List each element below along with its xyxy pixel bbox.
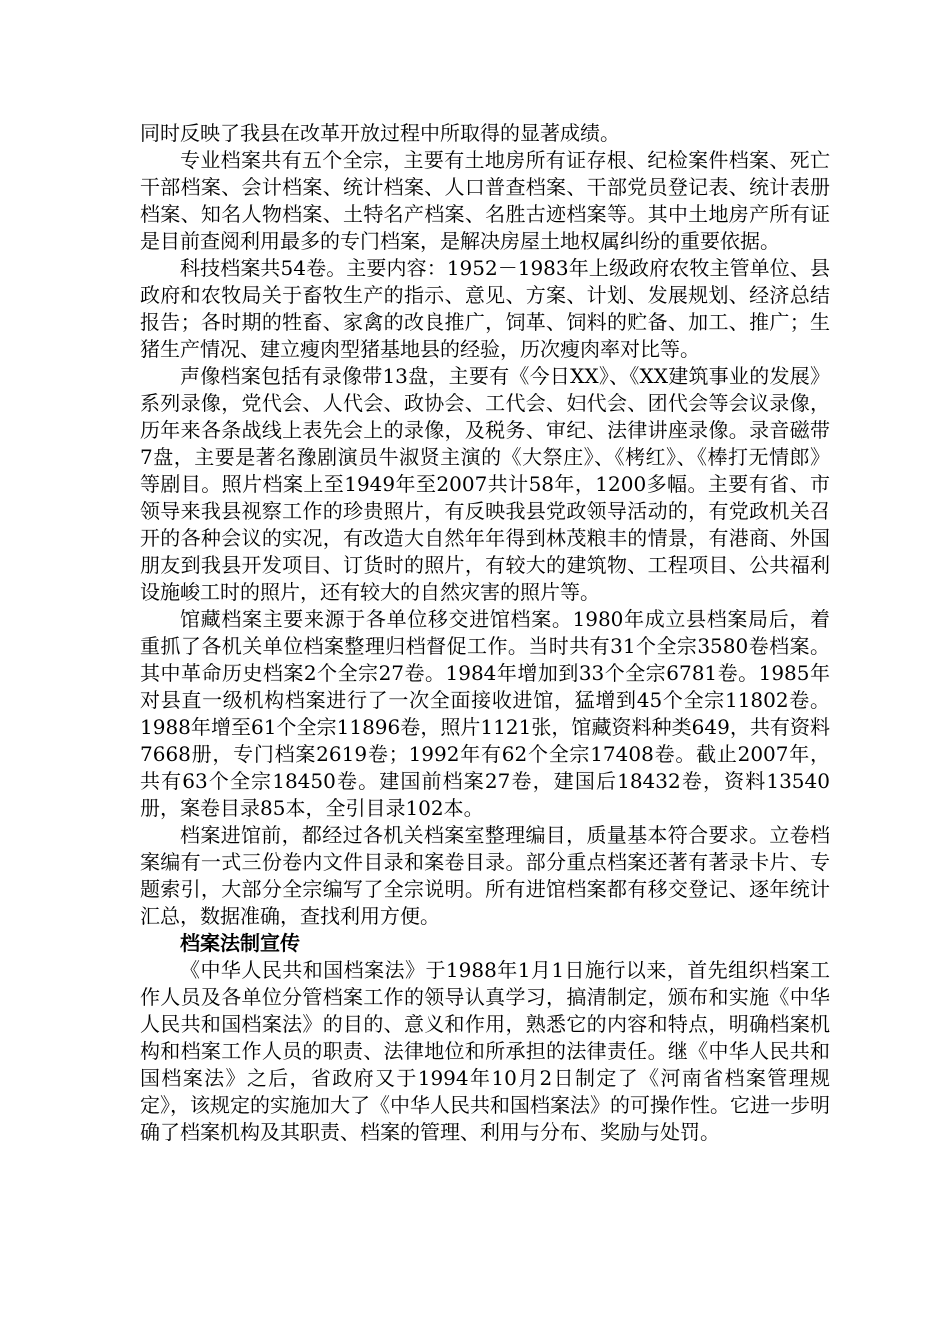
paragraph-science-archives: 科技档案共54卷。主要内容：1952－1983年上级政府农牧主管单位、县政府和农牧局关于畜牧生产的指示、意见、方案、计划、发展规划、经济总结报告；各时期的牲畜、家禽的改良推广，饲革、饲料的贮备、加工、推广；生猪生产情况、建立瘦肉型猪基地县的经验，历次瘦肉率对比等。 bbox=[140, 256, 830, 361]
paragraph-continuation: 同时反映了我县在改革开放过程中所取得的显著成绩。 bbox=[140, 121, 620, 145]
section-heading: 档案法制宣传 bbox=[180, 931, 300, 955]
paragraph-archive-intake: 档案进馆前，都经过各机关档案室整理编目，质量基本符合要求。立卷档案编有一式三份卷内文件目录和案卷目录。部分重点档案还著有著录卡片、专题索引，大部分全宗编写了全宗说明。所有进馆档案都有移交登记、逐年统计汇总，数据准确，查找利用方便。 bbox=[140, 823, 830, 928]
paragraph-collection-archives: 馆藏档案主要来源于各单位移交进馆档案。1980年成立县档案局后，着重抓了各机关单位档案整理归档督促工作。当时共有31个全宗3580卷档案。其中革命历史档案2个全宗27卷。1984年增加到33个全宗6781卷。1985年对县直一级机构档案进行了一次全面接收进馆，猛增到45个全宗11802卷。1988年增至61个全宗11896卷，照片1121张，馆藏资料种类649，共有资料7668册，专门档案2619卷；1992年有62个全宗17408卷。截止2007年，共有63个全宗18450卷。建国前档案27卷，建国后18432卷，资料13540册，案卷目录85本，全引目录102本。 bbox=[140, 607, 830, 820]
paragraph-archive-law: 《中华人民共和国档案法》于1988年1月1日施行以来，首先组织档案工作人员及各单位分管档案工作的领导认真学习，搞清制定，颁布和实施《中华人民共和国档案法》的目的、意义和作用，熟悉它的内容和特点，明确档案机构和档案工作人员的职责、法律地位和所承担的法律责任。继《中华人民共和国档案法》之后，省政府又于1994年10月2日制定了《河南省档案管理规定》，该规定的实施加大了《中华人民共和国档案法》的可操作性。它进一步明确了档案机构及其职责、档案的管理、利用与分布、奖励与处罚。 bbox=[140, 958, 830, 1144]
paragraph-audiovisual-archives: 声像档案包括有录像带13盘，主要有《今日XX》、《XX建筑事业的发展》系列录像，党代会、人代会、政协会、工代会、妇代会、团代会等会议录像，历年来各条战线上表先会上的录像，及税务、审纪、法律讲座录像。录音磁带7盘，主要是著名豫剧演员牛淑贤主演的《大祭庄》、《栲红》、《棒打无情郎》等剧目。照片档案上至1949年至2007共计58年，1200多幅。主要有省、市领导来我县视察工作的珍贵照片，有反映我县党政领导活动的，有党政机关召开的各种会议的实况，有改造大自然年年得到林茂粮丰的情景，有港商、外国朋友到我县开发项目、订货时的照片，有较大的建筑物、工程项目、公共福利设施峻工时的照片，还有较大的自然灾害的照片等。 bbox=[140, 364, 830, 604]
paragraph-professional-archives: 专业档案共有五个全宗，主要有土地房所有证存根、纪检案件档案、死亡干部档案、会计档案、统计档案、人口普查档案、干部党员登记表、统计表册档案、知名人物档案、土特名产档案、名胜古迹档案等。其中土地房产所有证是目前查阅利用最多的专门档案，是解决房屋土地权属纠纷的重要依据。 bbox=[140, 148, 830, 253]
document-body bbox=[140, 120, 830, 1146]
